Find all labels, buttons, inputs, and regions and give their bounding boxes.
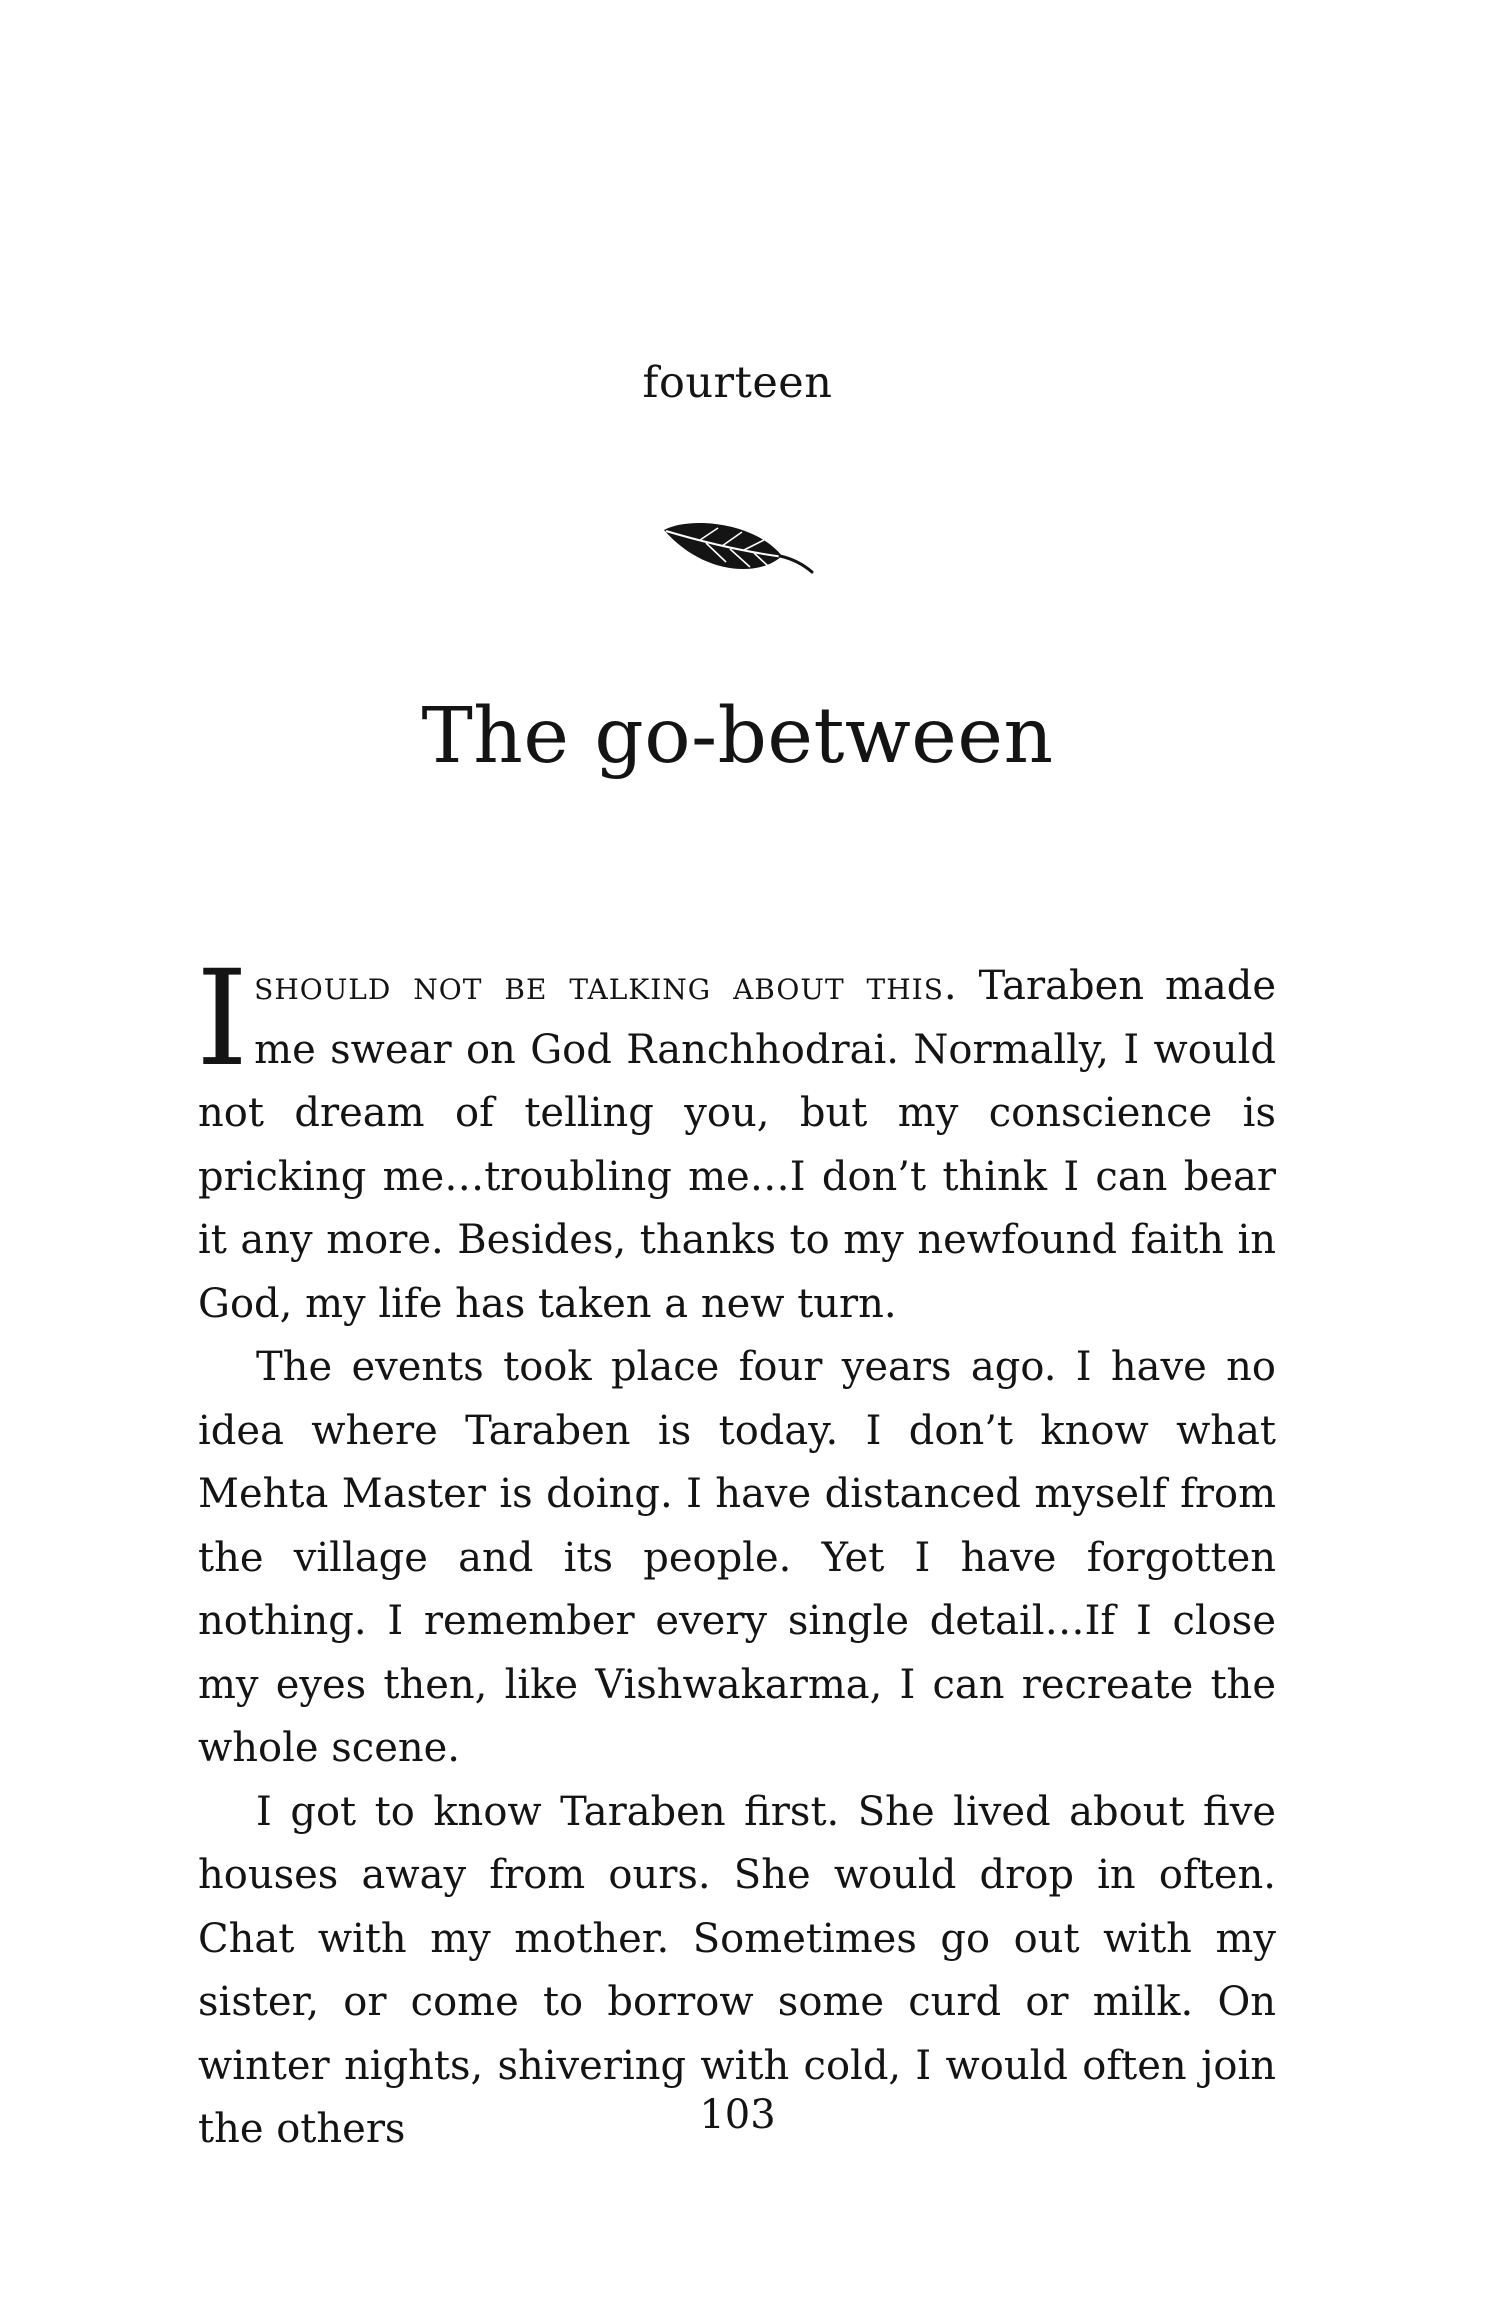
body-paragraph: The events took place four years ago. I have no idea where Taraben is today. I don’t know what Mehta Master is doing. I have distanced myself from the village and its people. Yet I have forgotten nothing. I remember every single detail…If I close my eyes then, like Vishwakarma, I can recreate the whole scene. — [198, 1344, 1276, 1771]
chapter-number: fourteen — [642, 358, 833, 408]
page-number: 103 — [699, 2092, 776, 2138]
leaf-icon — [660, 520, 818, 582]
chapter-body — [196, 942, 1276, 2162]
small-caps-lead-in: should not be talking about this. — [254, 963, 958, 1009]
opening-paragraph — [196, 942, 1276, 1336]
opening-paragraph-text: Taraben made me swear on God Ranchhodrai. Normally, I would not dream of telling you, but my conscience is pricking me…troubling me…I don’t think I can bear it any more. Besides, thanks to my newfound faith in God, my life has taken a new turn. — [198, 963, 1276, 1327]
chapter-title: The go-between — [421, 692, 1054, 781]
body-paragraph: I got to know Taraben first. She lived about five houses away from ours. She would drop in often. Chat with my mother. Sometimes go out with my sister, or come to borrow some curd or milk. On winter nights, shivering with cold, I would often join the others — [198, 1788, 1276, 2152]
drop-cap: I — [196, 942, 249, 1096]
